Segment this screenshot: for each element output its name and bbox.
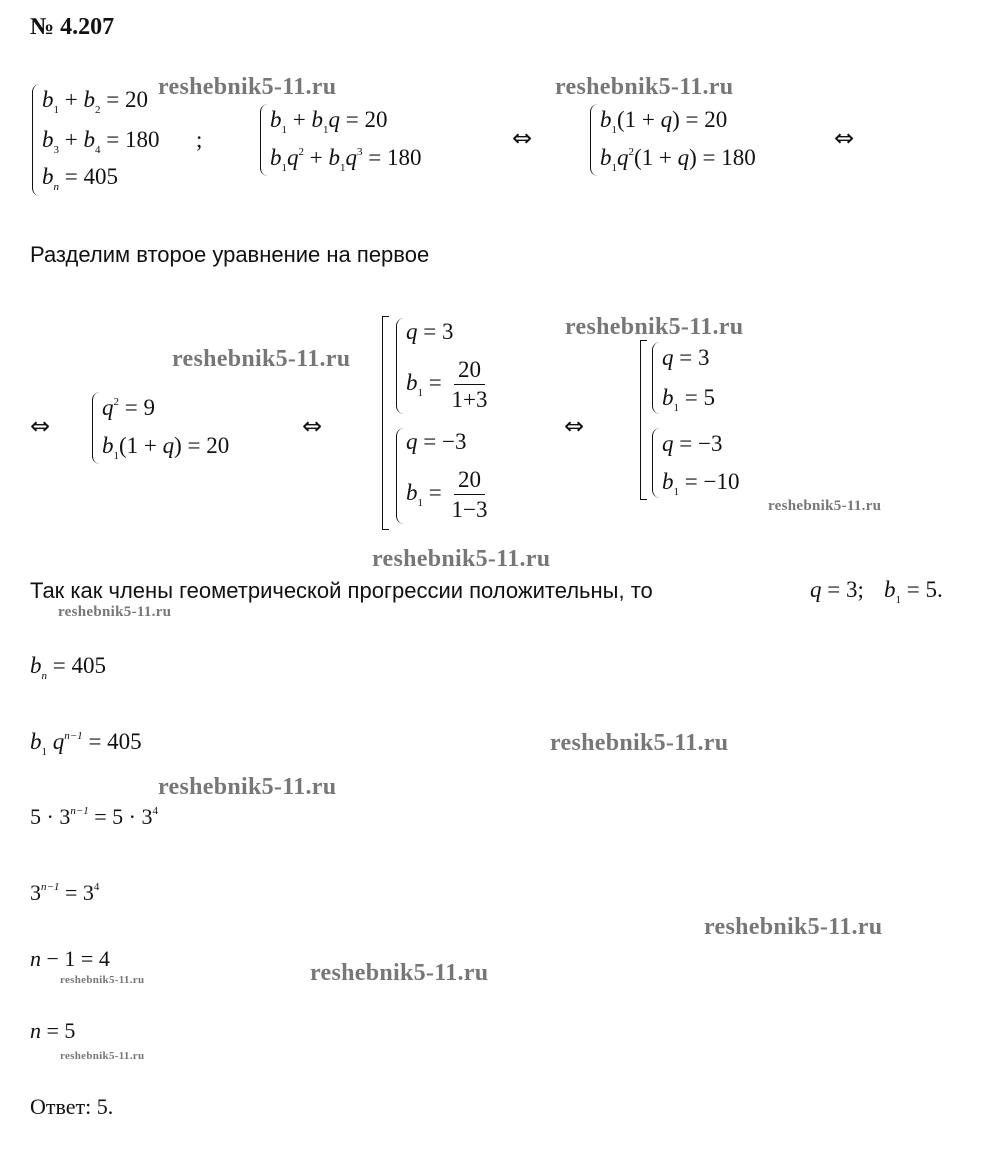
answer: Ответ: 5. bbox=[30, 1094, 114, 1119]
eq-5-3n1: $5 \cdot 3^{n-1} = 5 \cdot 3^4$ bbox=[30, 804, 158, 829]
watermark: reshebnik5-11.ru bbox=[172, 346, 351, 372]
q-result: q = 3; bbox=[810, 577, 864, 602]
eq-bn: $b_n = 405$ bbox=[42, 164, 118, 193]
eq-3n1-34: $3^{n-1} = 3^4$ bbox=[30, 880, 100, 905]
eq-b1-plus-b2: $b_1 + b_2 = 20$ bbox=[42, 87, 148, 116]
equivalence-arrow: ⇔ bbox=[564, 412, 585, 440]
eq-b1q2-b1q3: $b_1q^2 + b_1q^3 = 180$ bbox=[270, 145, 422, 174]
eq-n-minus-1: n − 1 = 4 bbox=[30, 946, 110, 971]
eq-b1-frac-plus: $b_1$ = $\frac{20}{1+3}$ bbox=[406, 357, 488, 412]
watermark: reshebnik5-11.ru bbox=[768, 498, 882, 514]
b1-result: $b_1 = 5$. bbox=[884, 577, 943, 606]
union-bracket bbox=[640, 340, 647, 500]
equivalence-arrow: ⇔ bbox=[512, 124, 533, 152]
eq-b1-b1q: $b_1 + b_1q = 20$ bbox=[270, 107, 388, 136]
eq-q-minus3-result: q = −3 bbox=[662, 431, 723, 456]
positivity-statement: Так как члены геометрической прогрессии положительны, то bbox=[30, 578, 653, 603]
watermark: reshebnik5-11.ru bbox=[565, 314, 744, 340]
watermark: reshebnik5-11.ru bbox=[372, 546, 551, 572]
eq-b1-1plusq: $b_1(1 + q) = 20$ bbox=[600, 107, 728, 136]
equivalence-arrow: ⇔ bbox=[834, 124, 855, 152]
eq-b3-plus-b4: $b_3 + b_4 = 180$ bbox=[42, 127, 160, 156]
eq-b1-5: $b_1 = 5$ bbox=[662, 385, 715, 414]
watermark: reshebnik5-11.ru bbox=[704, 914, 883, 940]
union-bracket bbox=[382, 316, 389, 530]
watermark: reshebnik5-11.ru bbox=[60, 974, 145, 986]
watermark: reshebnik5-11.ru bbox=[550, 730, 729, 756]
watermark: reshebnik5-11.ru bbox=[60, 1050, 145, 1062]
watermark: reshebnik5-11.ru bbox=[58, 604, 172, 620]
eq-b1q2-1plusq: $b_1q^2(1 + q) = 180$ bbox=[600, 145, 756, 174]
equivalence-arrow: ⇔ bbox=[302, 412, 323, 440]
eq-q-3-result: q = 3 bbox=[662, 345, 710, 370]
eq-b1-minus10: $b_1 = -10$ bbox=[662, 469, 740, 498]
eq-bn-405: $b_n = 405$ bbox=[30, 653, 106, 682]
watermark: reshebnik5-11.ru bbox=[158, 774, 337, 800]
eq-n-5: n = 5 bbox=[30, 1018, 76, 1043]
eq-b1qn1-405: $b_1$ $q^{n-1} = 405$ bbox=[30, 729, 142, 758]
eq-b1-frac-minus: $b_1$ = $\frac{20}{1-3}$ bbox=[406, 467, 488, 522]
eq-b1-1plusq-20: $b_1(1 + q) = 20$ bbox=[102, 433, 230, 462]
divide-instruction: Разделим второе уравнение на первое bbox=[30, 242, 430, 267]
semicolon: ; bbox=[196, 127, 203, 152]
eq-q2-9: $q^2 = 9$ bbox=[102, 395, 155, 420]
watermark: reshebnik5-11.ru bbox=[555, 74, 734, 100]
watermark: reshebnik5-11.ru bbox=[310, 960, 489, 986]
eq-q-3: q = 3 bbox=[406, 319, 454, 344]
watermark: reshebnik5-11.ru bbox=[158, 74, 337, 100]
equivalence-arrow: ⇔ bbox=[30, 412, 51, 440]
eq-q-minus3: q = −3 bbox=[406, 429, 467, 454]
problem-number: № 4.207 bbox=[30, 14, 115, 40]
